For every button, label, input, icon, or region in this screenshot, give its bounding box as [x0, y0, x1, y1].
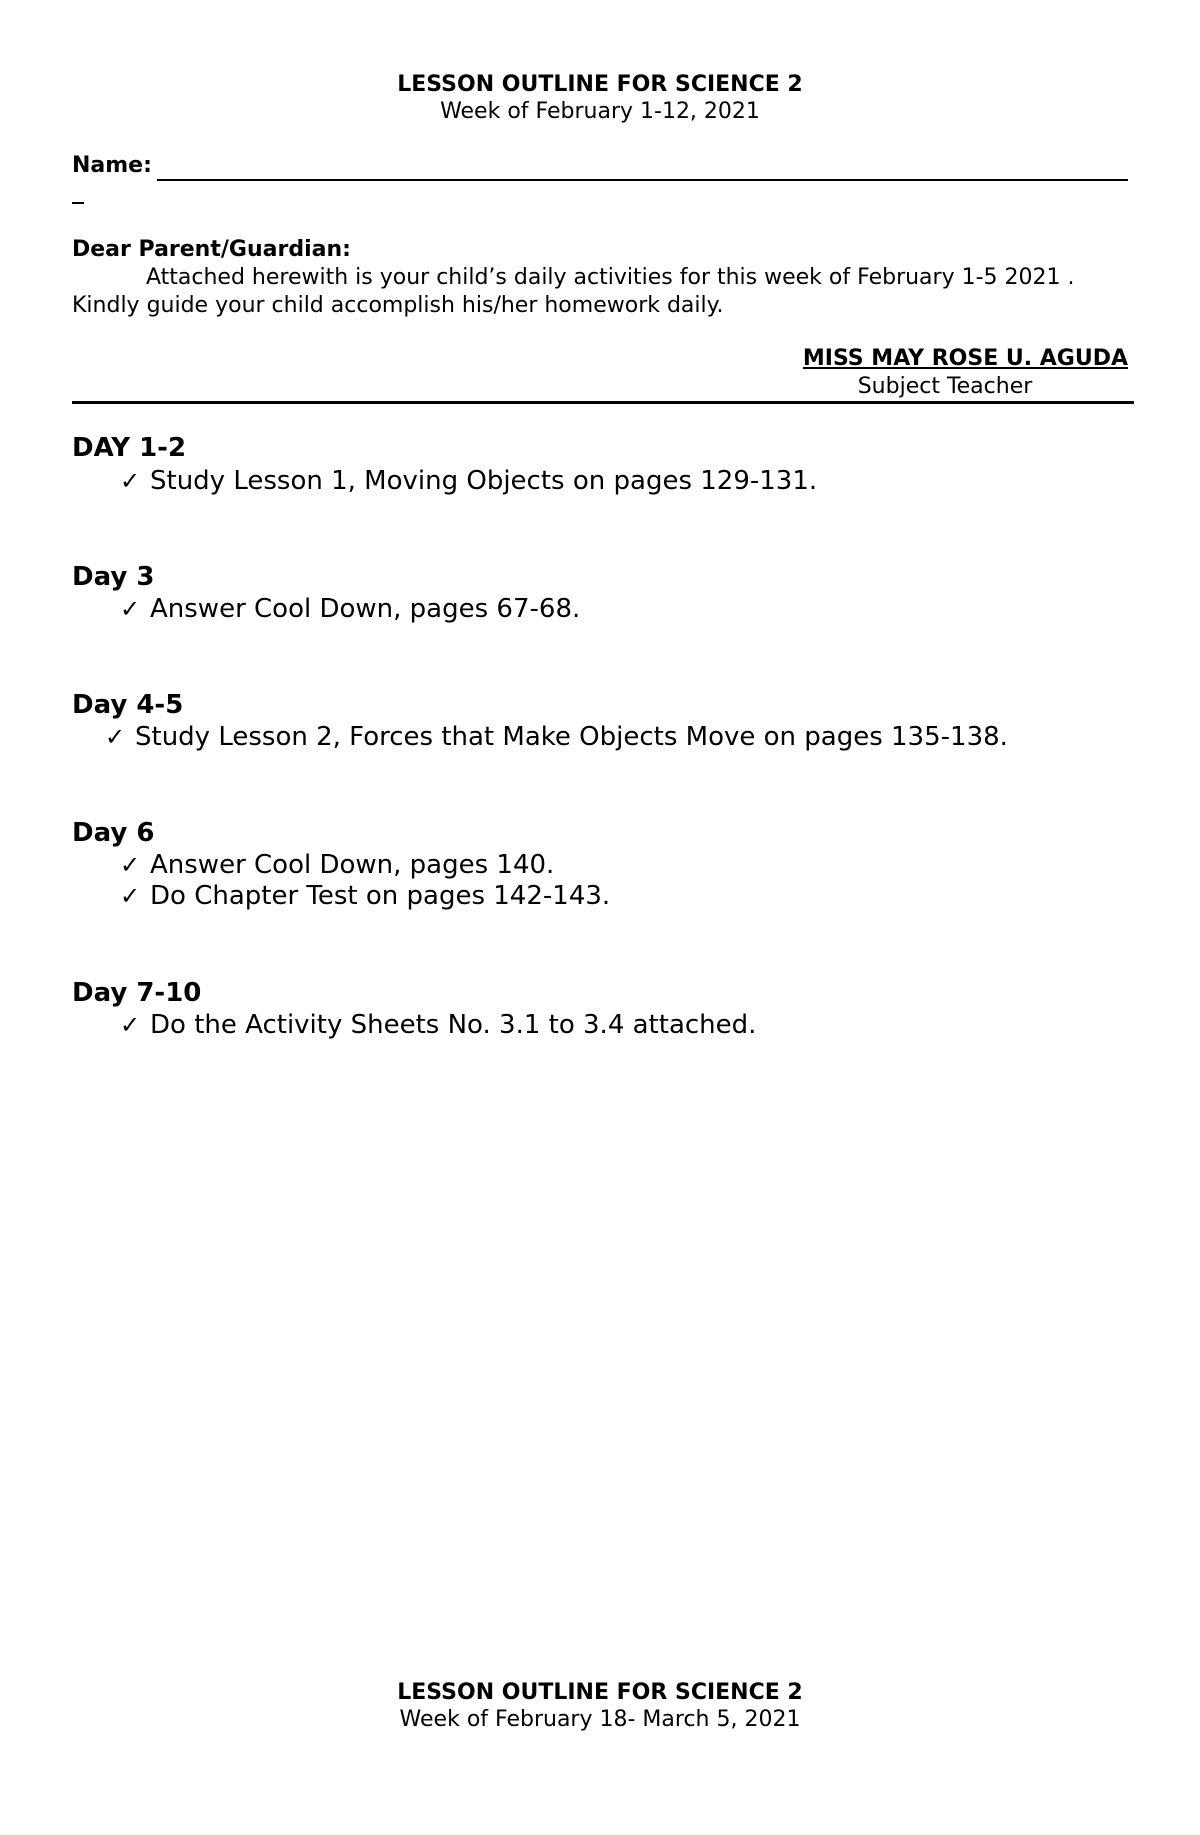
- check-icon: ✓: [120, 1011, 141, 1039]
- salutation: Dear Parent/Guardian:: [72, 237, 351, 262]
- name-field-row: [72, 153, 1128, 183]
- document-title: LESSON OUTLINE FOR SCIENCE 2: [397, 72, 803, 97]
- task-text: Do Chapter Test on pages 142-143.: [150, 881, 611, 911]
- check-icon: ✓: [120, 882, 141, 910]
- day-heading: Day 7-10: [72, 978, 202, 1008]
- task-item: [120, 594, 580, 624]
- task-item: [120, 466, 817, 496]
- name-overflow-dash: [72, 202, 84, 204]
- teacher-name: MISS MAY ROSE U. AGUDA: [802, 346, 1128, 371]
- day-heading: Day 3: [72, 562, 155, 592]
- document-week-page2: Week of February 18- March 5, 2021: [399, 1707, 801, 1732]
- check-icon: ✓: [120, 595, 141, 623]
- task-item: [120, 850, 554, 880]
- document-title-page2: LESSON OUTLINE FOR SCIENCE 2: [397, 1680, 803, 1705]
- task-text: Answer Cool Down, pages 67-68.: [150, 594, 581, 624]
- task-item: [105, 722, 1008, 752]
- check-icon: ✓: [120, 467, 141, 495]
- letter-text: Attached herewith is your child’s daily activities for this week of February 1-5 2021 . Kindly guide your child accomplish his/her homework daily.: [72, 265, 1075, 318]
- task-text: Study Lesson 2, Forces that Make Objects Move on pages 135-138.: [135, 722, 1008, 752]
- task-text: Answer Cool Down, pages 140.: [150, 850, 555, 880]
- check-icon: ✓: [105, 723, 126, 751]
- letter-body: [72, 264, 1132, 320]
- name-blank-line: [157, 179, 1128, 181]
- day-heading: DAY 1-2: [72, 433, 187, 463]
- document-week: Week of February 1-12, 2021: [440, 99, 760, 124]
- task-item: [120, 881, 610, 911]
- day-heading: Day 6: [72, 818, 155, 848]
- day-heading: Day 4-5: [72, 690, 184, 720]
- header-divider: [72, 401, 1134, 404]
- task-text: Do the Activity Sheets No. 3.1 to 3.4 attached.: [150, 1010, 757, 1040]
- teacher-role: Subject Teacher: [857, 374, 1033, 399]
- name-label: Name:: [72, 153, 152, 178]
- check-icon: ✓: [120, 851, 141, 879]
- task-text: Study Lesson 1, Moving Objects on pages 129-131.: [150, 466, 818, 496]
- task-item: [120, 1010, 756, 1040]
